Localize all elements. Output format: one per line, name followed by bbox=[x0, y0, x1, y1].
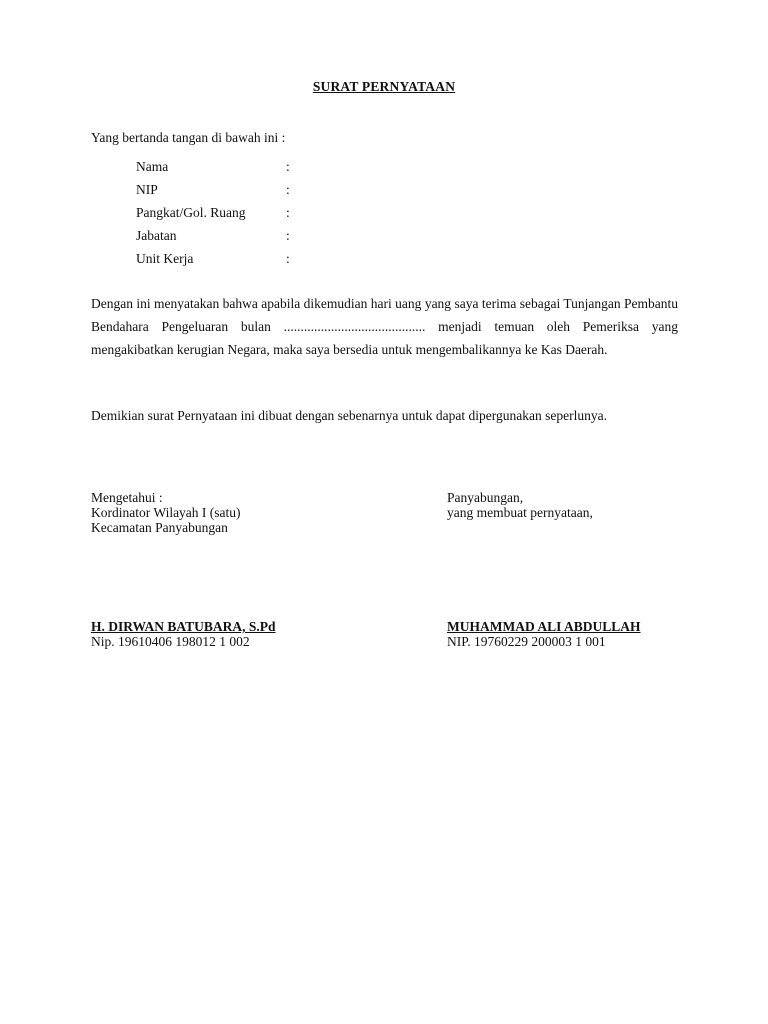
district-name: Kecamatan Panyabungan bbox=[91, 520, 228, 535]
field-row-jabatan bbox=[136, 227, 436, 250]
field-row-unit-kerja bbox=[136, 250, 436, 273]
place-label: Panyabungan, bbox=[447, 490, 524, 505]
right-signer-nip: NIP. 19760229 200003 1 001 bbox=[447, 634, 606, 649]
right-signer bbox=[447, 619, 641, 649]
declarant-label: yang membuat pernyataan, bbox=[447, 505, 593, 520]
identity-fields bbox=[136, 158, 436, 273]
field-colon: : bbox=[286, 228, 290, 243]
left-signer bbox=[91, 619, 276, 649]
closing-paragraph: Demikian surat Pernyataan ini dibuat dengan sebenarnya untuk dapat dipergunakan seperlunya. bbox=[91, 408, 607, 423]
field-label: Pangkat/Gol. Ruang bbox=[136, 205, 246, 220]
left-signer-name: H. DIRWAN BATUBARA, S.Pd bbox=[91, 619, 276, 634]
left-signer-nip: Nip. 19610406 198012 1 002 bbox=[91, 634, 250, 649]
field-label: Jabatan bbox=[136, 228, 177, 243]
field-row-pangkat bbox=[136, 204, 436, 227]
field-row-nip bbox=[136, 181, 436, 204]
left-signature-header bbox=[91, 490, 241, 535]
field-label: Unit Kerja bbox=[136, 251, 194, 266]
document-title: SURAT PERNYATAAN bbox=[312, 79, 456, 94]
right-signer-name: MUHAMMAD ALI ABDULLAH bbox=[447, 619, 641, 634]
statement-paragraph: Dengan ini menyatakan bahwa apabila dikemudian hari uang yang saya terima sebagai Tunjangan Pembantu Bendahara Pengeluaran bulan .......................................... menjadi temuan oleh Pemeriksa yang mengakibatkan kerugian Negara, maka saya bersedia untuk mengembalikannya ke Kas Daerah. bbox=[91, 296, 678, 357]
right-signature-header bbox=[447, 490, 593, 520]
field-colon: : bbox=[286, 205, 290, 220]
coordinator-title: Kordinator Wilayah I (satu) bbox=[91, 505, 241, 520]
field-row-nama bbox=[136, 158, 436, 181]
mengetahui-label: Mengetahui : bbox=[91, 490, 163, 505]
intro-text: Yang bertanda tangan di bawah ini : bbox=[91, 130, 286, 145]
field-colon: : bbox=[286, 251, 290, 266]
field-label: NIP bbox=[136, 182, 158, 197]
field-label: Nama bbox=[136, 159, 169, 174]
field-colon: : bbox=[286, 159, 290, 174]
field-colon: : bbox=[286, 182, 290, 197]
